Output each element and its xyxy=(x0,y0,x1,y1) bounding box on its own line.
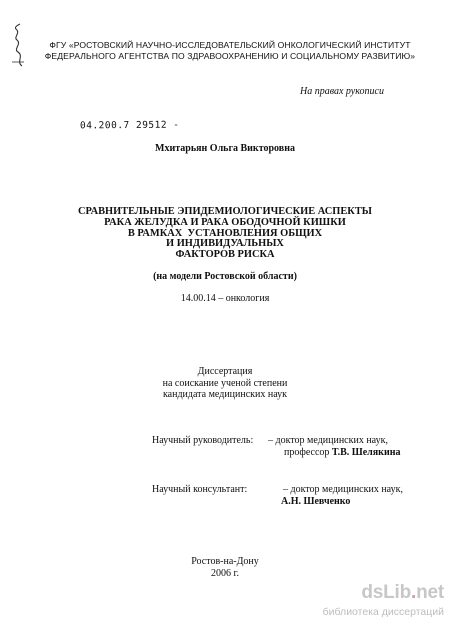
watermark-brand xyxy=(361,582,444,604)
title-line-4: И ИНДИВИДУАЛЬНЫХ xyxy=(166,238,284,250)
city: Ростов-на-Дону xyxy=(191,556,259,567)
consultant-name: А.Н. Шевченко xyxy=(281,496,351,507)
supervisor-name: Т.В. Шелякина xyxy=(331,447,401,458)
specialty-code: 14.00.14 – онкология xyxy=(180,293,270,304)
year: 2006 г. xyxy=(211,568,239,579)
handwritten-signature xyxy=(4,22,30,68)
institute-line-1: ФГУ «РОСТОВСКИЙ НАУЧНО-ИССЛЕДОВАТЕЛЬСКИЙ ОНКОЛОГИЧЕСКИЙ ИНСТИТУТ xyxy=(49,40,411,50)
thesis-description xyxy=(0,366,450,401)
supervisor-title xyxy=(284,447,400,459)
watermark-brand-dot: . xyxy=(411,582,417,603)
thesis-line-3: кандидата медицинских наук xyxy=(162,389,288,400)
institute-header xyxy=(40,40,420,62)
title-line-2: РАКА ЖЕЛУДКА И РАКА ОБОДОЧНОЙ КИШКИ xyxy=(104,216,346,228)
supervisor-title-prefix: профессор xyxy=(284,447,332,458)
manuscript-rights-note: На правах рукописи xyxy=(300,86,384,97)
institute-line-2: ФЕДЕРАЛЬНОГО АГЕНТСТВА ПО ЗДРАВООХРАНЕНИЮ И СОЦИАЛЬНОМУ РАЗВИТИЮ» xyxy=(44,51,416,61)
registration-stamp: 04.200.7 29512 - xyxy=(79,119,180,132)
author-name: Мхитарьян Ольга Викторовна xyxy=(155,143,295,154)
thesis-line-1: Диссертация xyxy=(197,366,253,377)
consultant-label: Научный консультант: xyxy=(152,484,248,495)
title-line-5: ФАКТОРОВ РИСКА xyxy=(175,249,275,261)
watermark-caption: библиотека диссертаций xyxy=(322,606,444,618)
title-line-1: СРАВНИТЕЛЬНЫЕ ЭПИДЕМИОЛОГИЧЕСКИЕ АСПЕКТЫ xyxy=(78,206,372,217)
watermark xyxy=(322,582,448,622)
watermark-brand-right: net xyxy=(416,582,444,603)
title-line-3: В РАМКАХ УСТАНОВЛЕНИЯ ОБЩИХ xyxy=(127,227,323,239)
consultant-degree: – доктор медицинских наук, xyxy=(283,484,403,495)
dissertation-title xyxy=(40,207,410,261)
watermark-brand-left: dsLib xyxy=(361,582,411,603)
supervisor-degree: – доктор медицинских наук, xyxy=(268,435,388,446)
supervisor-label: Научный руководитель: xyxy=(152,435,254,446)
city-and-year xyxy=(0,556,450,580)
thesis-line-2: на соискание ученой степени xyxy=(162,377,288,389)
dissertation-subtitle: (на модели Ростовской области) xyxy=(153,271,297,282)
